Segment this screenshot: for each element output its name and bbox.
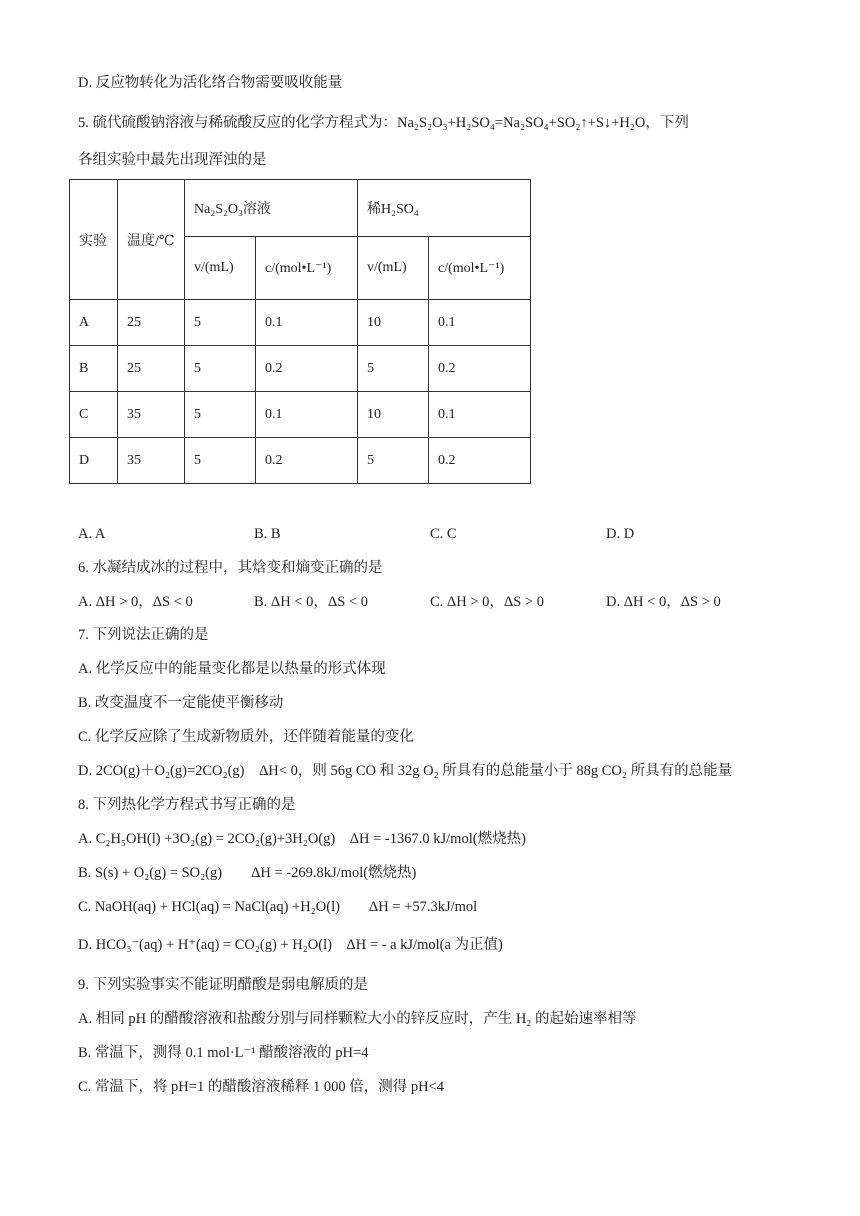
cell: C [70,392,118,438]
q9-option-c: C. 常温下，将 pH=1 的醋酸溶液稀释 1 000 倍，测得 pH<4 [78,1079,444,1095]
cell: 35 [118,392,185,438]
cell: 25 [118,300,185,346]
q5-stem-pre: 5. 硫代硫酸钠溶液与稀硫酸反应的化学方程式为： [78,115,397,131]
q5-stem-line2: 各组实验中最先出现浑浊的是 [78,152,267,168]
header-na2s2o3: Na₂S₂O₃溶液 [185,180,358,237]
cell: 5 [185,392,256,438]
table-row [70,392,531,438]
header-temperature: 温度/℃ [118,180,185,300]
q6-stem: 6. 水凝结成冰的过程中，其焓变和熵变正确的是 [78,560,383,576]
q5-option-a: A. A [78,526,106,542]
experiment-table [69,179,531,484]
q6-option-a: A. ΔH > 0，ΔS < 0 [78,594,193,610]
q5-stem-post: ，下列 [645,115,689,131]
q9-stem: 9. 下列实验事实不能证明醋酸是弱电解质的是 [78,977,368,993]
cell: 10 [358,300,429,346]
q9-option-a: A. 相同 pH 的醋酸溶液和盐酸分别与同样颗粒大小的锌反应时，产生 H₂ 的起始速率相等 [78,1011,637,1027]
q5-option-d: D. D [606,526,635,542]
cell: 10 [358,392,429,438]
q7-option-a: A. 化学反应中的能量变化都是以热量的形式体现 [78,661,386,677]
cell: 0.1 [256,392,358,438]
cell: B [70,346,118,392]
cell: 0.2 [256,438,358,484]
cell: 35 [118,438,185,484]
table-row [70,438,531,484]
q5-stem-equation: Na₂S₂O₃+H₂SO₄=Na₂SO₄+SO₂↑+S↓+H₂O [397,115,646,131]
cell: 5 [358,346,429,392]
q5-option-b: B. B [254,526,281,542]
header-h2so4: 稀H₂SO₄ [358,180,531,237]
cell: 5 [358,438,429,484]
cell: 5 [185,438,256,484]
q6-option-b: B. ΔH < 0，ΔS < 0 [254,594,368,610]
subheader-c1: c/(mol•L⁻¹) [256,237,358,300]
cell: 0.2 [429,438,531,484]
q8-option-d: D. HCO₃⁻(aq) + H⁺(aq) = CO₂(g) + H₂O(l) ΔH = - a kJ/mol(a 为正值) [78,937,503,953]
table-row [70,346,531,392]
q7-option-d: D. 2CO(g)＋O₂(g)=2CO₂(g) ΔH< 0，则 56g CO 和 32g O₂ 所具有的总能量小于 88g CO₂ 所具有的总能量 [78,763,733,779]
q6-option-d: D. ΔH < 0，ΔS > 0 [606,594,721,610]
cell: 0.1 [256,300,358,346]
table-row [70,300,531,346]
cell: 0.2 [429,346,531,392]
q6-option-c: C. ΔH > 0，ΔS > 0 [430,594,544,610]
q8-stem: 8. 下列热化学方程式书写正确的是 [78,797,296,813]
q7-option-b: B. 改变温度不一定能使平衡移动 [78,695,284,711]
subheader-v1: v/(mL) [185,237,256,300]
q8-option-b: B. S(s) + O₂(g) = SO₂(g) ΔH = -269.8kJ/mol(燃烧热) [78,865,417,881]
q7-option-c: C. 化学反应除了生成新物质外，还伴随着能量的变化 [78,729,414,745]
q8-option-c: C. NaOH(aq) + HCl(aq) = NaCl(aq) +H₂O(l) ΔH = +57.3kJ/mol [78,899,478,915]
q8-option-a: A. C₂H₅OH(l) +3O₂(g) = 2CO₂(g)+3H₂O(g) ΔH = -1367.0 kJ/mol(燃烧热) [78,831,526,847]
q4-option-d: D. 反应物转化为活化络合物需要吸收能量 [78,75,343,91]
cell: 25 [118,346,185,392]
q5-option-c: C. C [430,526,457,542]
cell: A [70,300,118,346]
q5-stem-line1 [78,113,689,133]
cell: 5 [185,300,256,346]
subheader-v2: v/(mL) [358,237,429,300]
q7-stem: 7. 下列说法正确的是 [78,627,209,643]
cell: 0.1 [429,392,531,438]
cell: 0.1 [429,300,531,346]
cell: 0.2 [256,346,358,392]
subheader-c2: c/(mol•L⁻¹) [429,237,531,300]
cell: D [70,438,118,484]
cell: 5 [185,346,256,392]
q9-option-b: B. 常温下，测得 0.1 mol·L⁻¹ 醋酸溶液的 pH=4 [78,1045,369,1061]
header-experiment: 实验 [70,180,118,300]
